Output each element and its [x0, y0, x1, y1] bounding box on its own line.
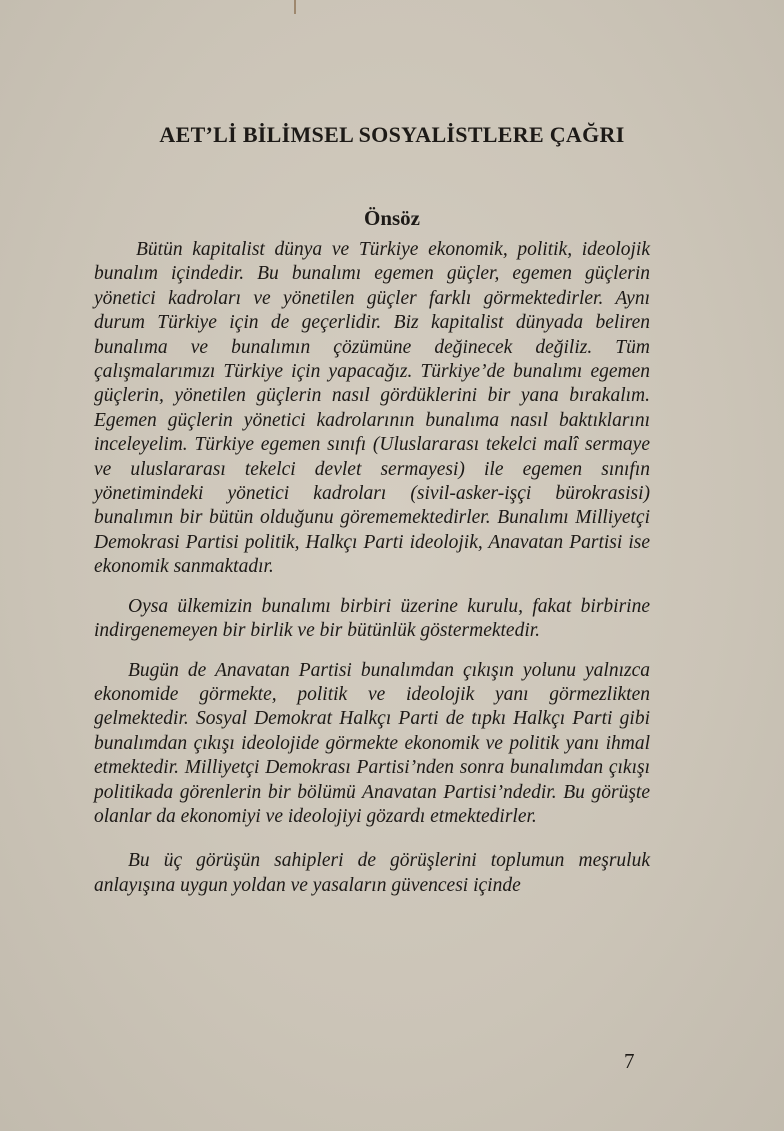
page-number: 7 — [624, 1049, 635, 1073]
paragraph-3: Bugün de Anavatan Partisi bunalımdan çıkışın yolunu yalnızca ekonomide görmekte, politik ve ideolojik yanı görmezlikten gelmektedir. Sosyal Demokrat Halkçı Parti de tıpkı Halkçı Parti gibi bunalımdan çıkışı ideolojide görmekte ekonomik ve politik yanı ihmal etmektedir. Milliyetçi Demokrası Partisi’nden sonra bunalımdan çıkışı politikada görenlerin bir bölümü Anavatan Partisi’ndedir. Bu görüşte olanlar da ekonomiyi ve ideolojiyi gözardı etmektedirler. — [94, 659, 650, 827]
paper-mark — [294, 0, 296, 14]
paragraph-2: Oysa ülkemizin bunalımı birbiri üzerine kurulu, fakat birbirine indirgenemeyen bir birlik ve bir bütünlük göstermektedir. — [94, 595, 650, 642]
paragraph-4: Bu üç görüşün sahipleri de görüşlerini toplumun meşruluk anlayışına uygun yoldan ve yasaların güvencesi içinde — [94, 850, 650, 896]
chapter-title: AET’Lİ BİLİMSEL SOSYALİSTLERE ÇAĞRI — [159, 122, 625, 147]
body-text — [94, 238, 650, 913]
paragraph-1: Bütün kapitalist dünya ve Türkiye ekonomik, politik, ideolojik bunalım içindedir. Bu bunalımı egemen güçler, egemen güçlerin yönetici kadroları ve yönetilen güçler farklı görmektedirler. Aynı durum Türkiye için de geçerlidir. Biz kapitalist dünyada beliren bunalıma ve bunalımın çözümüne değinecek değiliz. Tüm çalışmalarımızı Türkiye için yapacağız. Türkiye’de bunalımı egemen güçlerin, yönetilen güçlerin nasıl gördüklerini bir yana bırakalım. Egemen güçlerin yönetici kadrolarının bunalıma nasıl baktıklarını inceleyelim. Türkiye egemen sınıfı (Uluslararası tekelci malî sermaye ve uluslararası tekelci devlet sermayesi) ile egemen sınıfın yönetimindeki yönetici kadroları (sivil-asker-işçi bürokrasisi) bunalımın bir bütün olduğunu görememektedirler. Bunalımı Milliyetçi Demokrasi Partisi politik, Halkçı Parti ideolojik, Anavatan Partisi ise ekonomik sanmaktadır. — [94, 239, 650, 578]
section-heading: Önsöz — [363, 206, 420, 230]
